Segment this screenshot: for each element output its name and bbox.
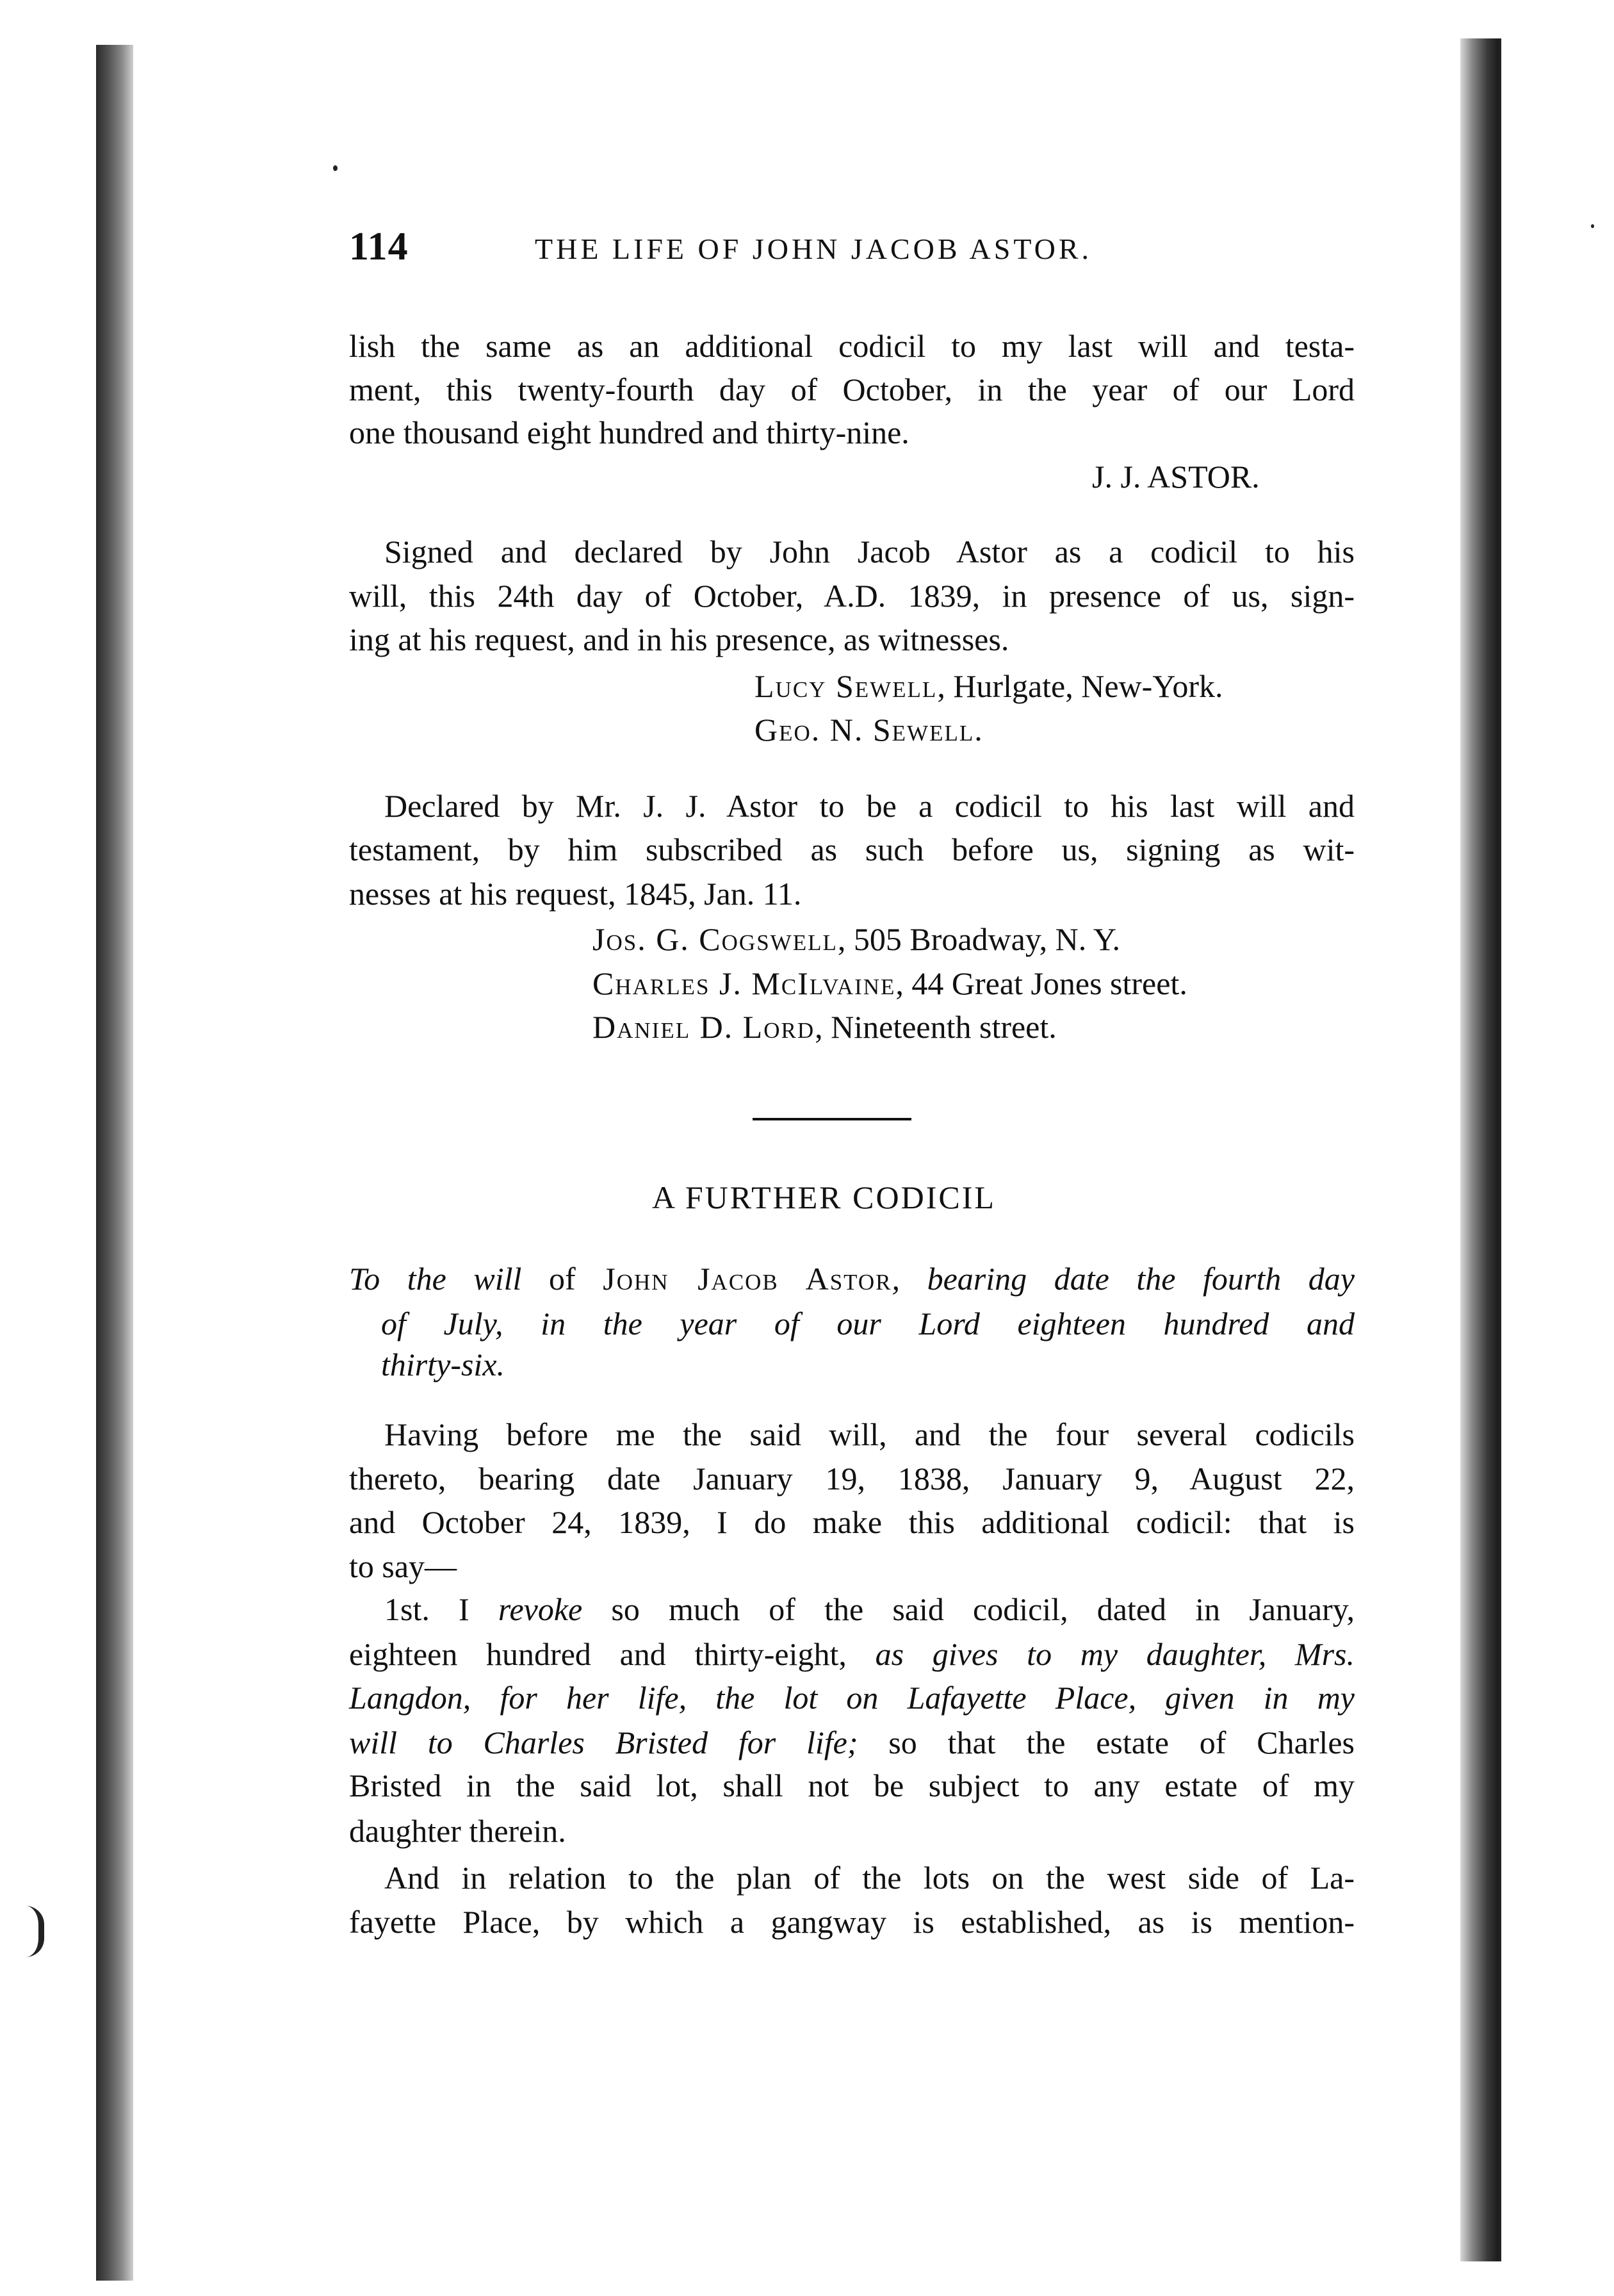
text-line: one thousand eight hundred and thirty-nine.: [349, 414, 909, 450]
witness-name: Geo. N. Sewell: [754, 712, 975, 748]
text-line: [349, 1632, 1355, 1677]
witness-line: [754, 707, 982, 752]
section-title: A FURTHER CODICIL: [652, 1179, 996, 1215]
text-line: nesses at his request, 1845, Jan. 11.: [349, 876, 802, 912]
witness-line: [592, 1004, 1057, 1049]
text-line: lish the same as an additional codicil to my last will and testa-: [349, 328, 1355, 364]
witness-line: [754, 664, 1223, 709]
witness-name: Daniel D. Lord: [592, 1009, 815, 1045]
witness-detail: , 44 Great Jones street.: [895, 965, 1187, 1001]
witness-detail: .: [974, 712, 982, 748]
subtitle-line: [349, 1256, 1355, 1301]
subtitle-line: of July, in the year of our Lord eighteen hundred and: [381, 1306, 1355, 1341]
text-line: testament, by him subscribed as such before us, signing as wit-: [349, 832, 1355, 867]
subtitle-part: of: [521, 1261, 603, 1297]
signature-astor: J. J. ASTOR.: [1092, 459, 1260, 495]
text-part: revoke: [498, 1591, 583, 1627]
text-line: [384, 1587, 1355, 1632]
running-head: THE LIFE OF JOHN JACOB ASTOR.: [535, 233, 1093, 265]
witness-detail: , Nineteenth street.: [815, 1009, 1057, 1045]
subtitle-part: John Jacob Astor: [603, 1261, 892, 1297]
text-line: And in relation to the plan of the lots on the west side of La-: [384, 1860, 1355, 1896]
text-part: will to Charles Bristed for life;: [349, 1725, 858, 1760]
section-divider: [753, 1118, 911, 1120]
text-line: Having before me the said will, and the four several codicils: [384, 1416, 1355, 1452]
text-line: Bristed in the said lot, shall not be subject to any estate of my: [349, 1767, 1355, 1803]
page-header: [349, 224, 1348, 275]
text-line: ing at his request, and in his presence, as witnesses.: [349, 621, 1009, 657]
subtitle-part: To the will: [349, 1261, 522, 1297]
text-part: eighteen hundred and thirty-eight,: [349, 1636, 876, 1672]
text-line: to say—: [349, 1548, 457, 1584]
text-part: so much of the said codicil, dated in January,: [582, 1591, 1355, 1627]
witness-line: [592, 917, 1120, 962]
witness-detail: , 505 Broadway, N. Y.: [837, 921, 1121, 957]
witness-name: Charles J. McIlvaine: [592, 965, 896, 1001]
text-line: Declared by Mr. J. J. Astor to be a codicil to his last will and: [384, 788, 1355, 824]
text-line: and October 24, 1839, I do make this additional codicil: that is: [349, 1504, 1355, 1540]
text-line: fayette Place, by which a gangway is established, as is mention-: [349, 1904, 1355, 1940]
witness-name: Jos. G. Cogswell: [592, 921, 838, 957]
text-line: [349, 1720, 1355, 1765]
text-line: will, this 24th day of October, A.D. 1839, in presence of us, sign-: [349, 578, 1355, 614]
text-part: so that the estate of Charles: [858, 1725, 1355, 1760]
page-number: 114: [349, 225, 409, 268]
text-line: Langdon, for her life, the lot on Lafayette Place, given in my: [349, 1680, 1355, 1716]
text-line: thereto, bearing date January 19, 1838, January 9, August 22,: [349, 1461, 1355, 1496]
subtitle-part: , bearing date the fourth day: [892, 1261, 1355, 1297]
subtitle-line: thirty-six.: [381, 1347, 505, 1382]
witness-detail: , Hurlgate, New-York.: [937, 668, 1223, 704]
text-line: ment, this twenty-fourth day of October, in the year of our Lord: [349, 372, 1355, 407]
text-part: as gives to my daughter, Mrs.: [875, 1636, 1355, 1672]
text-part: 1st. I: [384, 1591, 498, 1627]
text-line: Signed and declared by John Jacob Astor as a codicil to his: [384, 534, 1355, 570]
text-line: daughter therein.: [349, 1813, 566, 1849]
witness-name: Lucy Sewell: [754, 668, 938, 704]
witness-line: [592, 961, 1187, 1006]
